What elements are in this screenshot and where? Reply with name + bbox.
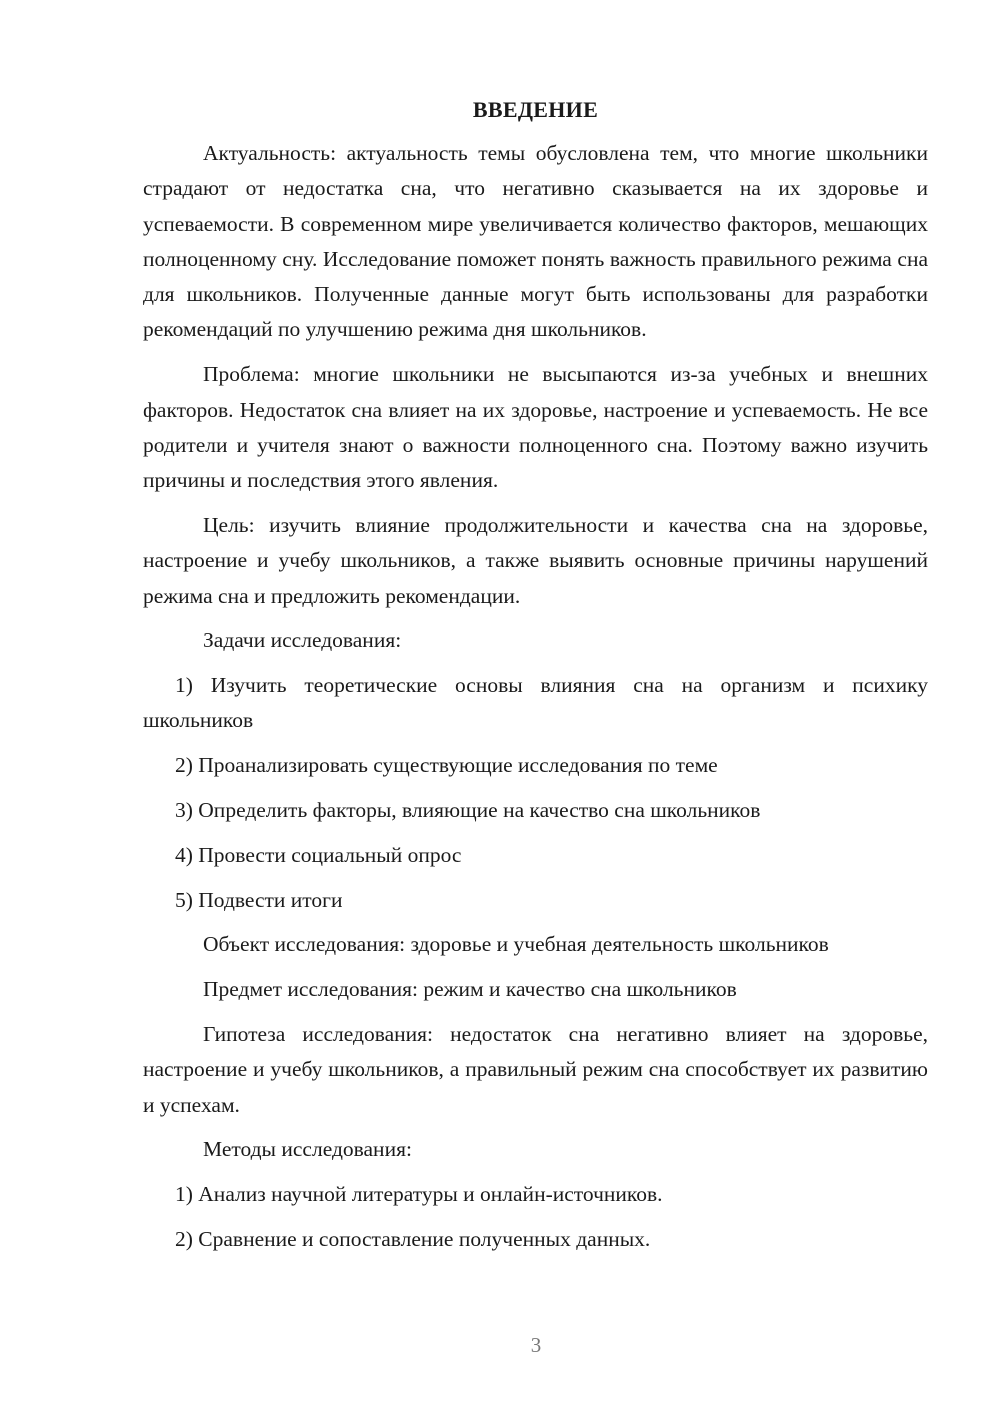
tasks-heading: Задачи исследования: (203, 628, 402, 653)
hypothesis-paragraph: Гипотеза исследования: недостаток сна негативно влияет на здоровье, настроение и учебу школьников, а правильный режим сна способствует их развитию и успехам. (143, 1022, 928, 1117)
task-item: 3) Определить факторы, влияющие на качество сна школьников (175, 798, 761, 823)
problem-paragraph: Проблема: многие школьники не высыпаются из-за учебных и внешних факторов. Недостаток сна влияет на их здоровье, настроение и успеваемость. Не все родители и учителя знают о важности полноценного сна. Поэтому важно изучить причины и последствия этого явления. (143, 362, 928, 493)
task-item: 2) Проанализировать существующие исследования по теме (175, 753, 718, 778)
section-title: ВВЕДЕНИЕ (472, 97, 599, 122)
object-paragraph: Объект исследования: здоровье и учебная деятельность школьников (203, 932, 829, 957)
relevance-paragraph: Актуальность: актуальность темы обусловлена тем, что многие школьники страдают от недостатка сна, что негативно сказывается на их здоровье и успеваемости. В современном мире увеличивается количество факторов, мешающих полноценному сну. Исследование поможет понять важность правильного режима сна для школьников. Полученные данные могут быть использованы для разработки рекомендаций по улучшению режима дня школьников. (143, 141, 928, 342)
document-page (143, 94, 928, 1257)
task-item: 1) Изучить теоретические основы влияния сна на организм и психику школьников (143, 673, 928, 733)
method-item: 1) Анализ научной литературы и онлайн-источников. (175, 1182, 663, 1207)
task-item: 5) Подвести итоги (175, 887, 343, 912)
subject-paragraph: Предмет исследования: режим и качество сна школьников (203, 977, 737, 1002)
task-item: 4) Провести социальный опрос (175, 842, 462, 867)
methods-heading: Методы исследования: (203, 1137, 412, 1162)
page-number: 3 (530, 1333, 542, 1357)
goal-paragraph: Цель: изучить влияние продолжительности и качества сна на здоровье, настроение и учебу школьников, а также выявить основные причины нарушений режима сна и предложить рекомендации. (143, 512, 928, 608)
method-item: 2) Сравнение и сопоставление полученных данных. (175, 1227, 651, 1252)
